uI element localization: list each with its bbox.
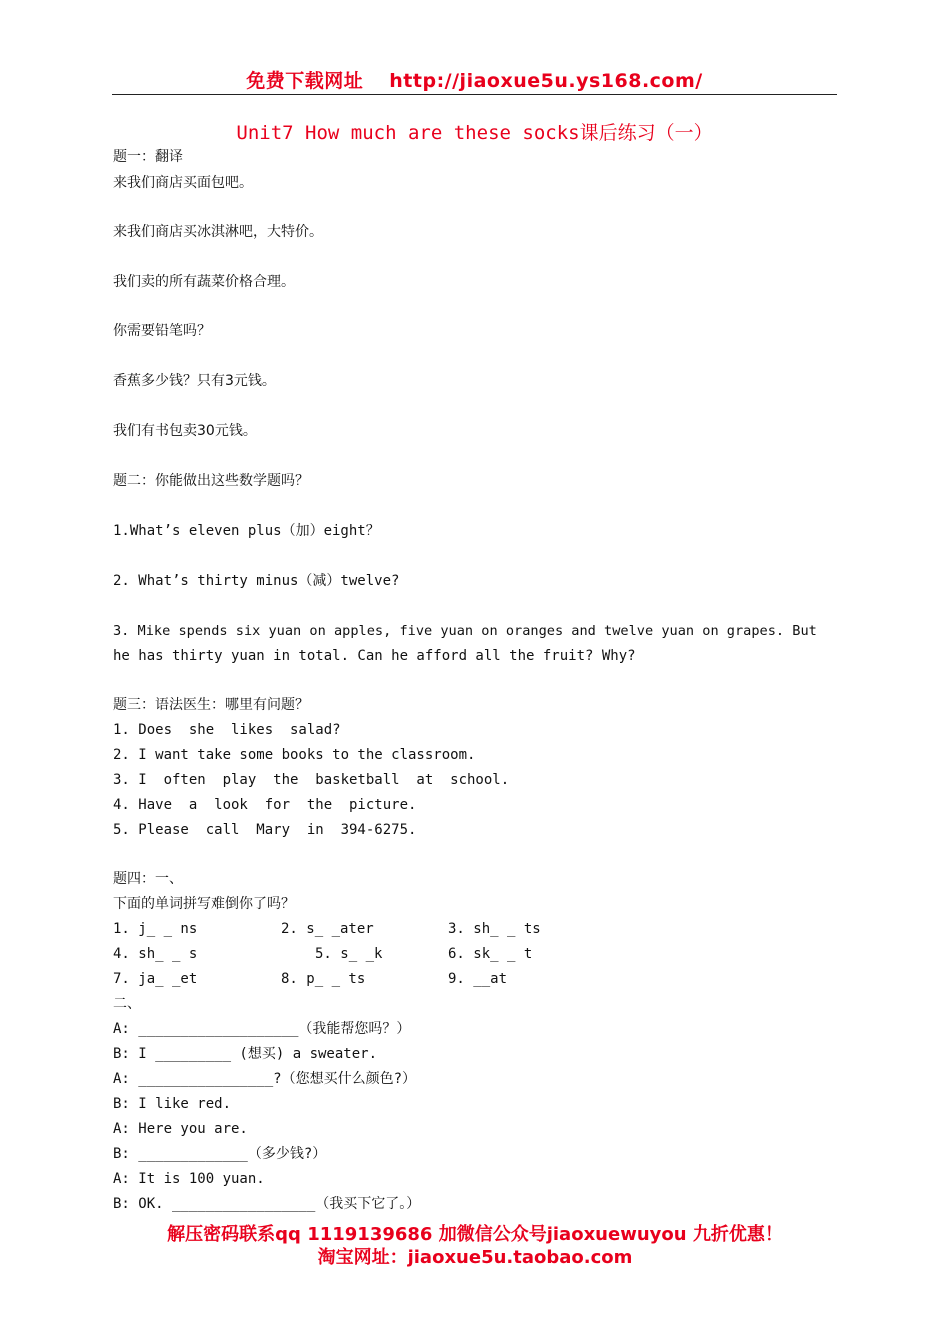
math-question-3-line-1: 3. Mike spends six yuan on apples, five yuan on oranges and twelve yuan on grapes. But bbox=[113, 623, 817, 639]
grammar-item-3: 3. I often play the basketball at school. bbox=[113, 772, 510, 788]
footer-contact: 解压密码联系qq 1119139686 加微信公众号jiaoxuewuyou 九折优惠！ bbox=[167, 1224, 783, 1245]
spelling-item-3: 3. sh_ _ ts bbox=[448, 921, 541, 937]
section4-heading: 题四：一、 bbox=[113, 871, 183, 887]
section4-subheading: 下面的单词拼写难倒你了吗？ bbox=[113, 896, 295, 912]
math-question-3-line-2: he has thirty yuan in total. Can he afford all the fruit? Why? bbox=[113, 648, 636, 664]
translate-item-2: 来我们商店买冰淇淋吧，大特价。 bbox=[113, 224, 323, 240]
translate-item-5: 香蕉多少钱？只有3元钱。 bbox=[113, 373, 276, 389]
dialog-line-3: A: ________________?（您想买什么颜色?） bbox=[113, 1071, 417, 1087]
header-url-link[interactable]: http://jiaoxue5u.ys168.com/ bbox=[389, 70, 703, 92]
grammar-item-1: 1. Does she likes salad? bbox=[113, 722, 341, 738]
math-question-2: 2. What’s thirty minus（减）twelve? bbox=[113, 573, 400, 589]
grammar-item-4: 4. Have a look for the picture. bbox=[113, 797, 417, 813]
spelling-item-7: 7. ja_ _et bbox=[113, 971, 198, 987]
spelling-item-6: 6. sk_ _ t bbox=[448, 946, 533, 962]
dialog-line-2: B: I _________ (想买) a sweater. bbox=[113, 1046, 378, 1062]
dialog-line-1: A: ___________________（我能帮您吗？） bbox=[113, 1021, 411, 1037]
part2-heading: 二、 bbox=[113, 996, 141, 1012]
spelling-item-2: 2. s_ _ater bbox=[281, 921, 374, 937]
grammar-item-2: 2. I want take some books to the classroom. bbox=[113, 747, 476, 763]
section3-heading: 题三：语法医生：哪里有问题？ bbox=[113, 697, 309, 713]
spelling-item-8: 8. p_ _ ts bbox=[281, 971, 366, 987]
grammar-item-5: 5. Please call Mary in 394-6275. bbox=[113, 822, 417, 838]
translate-item-4: 你需要铅笔吗？ bbox=[113, 323, 211, 339]
math-question-1: 1.What’s eleven plus（加）eight？ bbox=[113, 523, 380, 539]
document-title: Unit7 How much are these socks课后练习（一） bbox=[236, 122, 713, 144]
dialog-line-6: B: _____________（多少钱?） bbox=[113, 1146, 327, 1162]
section2-heading: 题二：你能做出这些数学题吗？ bbox=[113, 473, 309, 489]
translate-item-3: 我们卖的所有蔬菜价格合理。 bbox=[113, 274, 295, 290]
page-header bbox=[112, 66, 837, 94]
section1-heading: 题一：翻译 bbox=[113, 149, 183, 165]
spelling-item-5: 5. s_ _k bbox=[315, 946, 383, 962]
spelling-item-4: 4. sh_ _ s bbox=[113, 946, 198, 962]
translate-item-6: 我们有书包卖30元钱。 bbox=[113, 423, 257, 439]
footer-shop-link[interactable]: 淘宝网址：jiaoxue5u.taobao.com bbox=[317, 1247, 633, 1268]
dialog-line-5: A: Here you are. bbox=[113, 1121, 248, 1137]
header-label: 免费下载网址 bbox=[246, 70, 364, 92]
spelling-item-9: 9. __at bbox=[448, 971, 508, 987]
header-divider bbox=[112, 94, 837, 95]
translate-item-1: 来我们商店买面包吧。 bbox=[113, 175, 253, 191]
dialog-line-4: B: I like red. bbox=[113, 1096, 232, 1112]
dialog-line-7: A: It is 100 yuan. bbox=[113, 1171, 265, 1187]
dialog-line-8: B: OK. _________________（我买下它了。） bbox=[113, 1196, 421, 1212]
spelling-item-1: 1. j_ _ ns bbox=[113, 921, 198, 937]
